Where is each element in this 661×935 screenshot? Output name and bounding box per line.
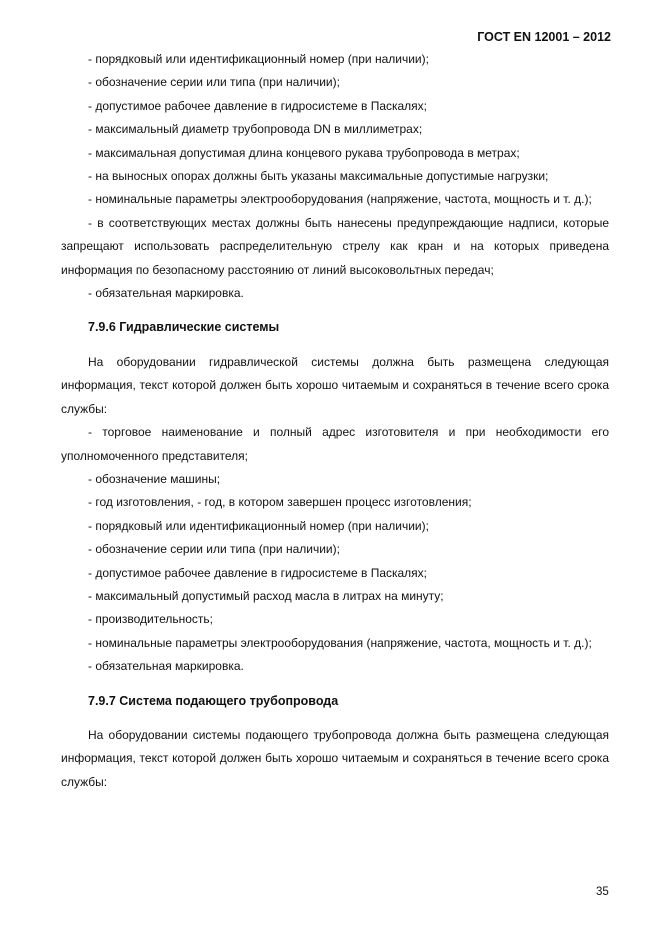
list-item: - максимальная допустимая длина концевого рукава трубопровода в метрах; <box>88 145 520 160</box>
section-heading: 7.9.6 Гидравлические системы <box>88 320 280 335</box>
list-item: - номинальные параметры электрооборудования (напряжение, частота, мощность и т. д.); <box>88 192 592 207</box>
document-code-header: ГОСТ EN 12001 – 2012 <box>477 30 611 44</box>
list-item: - обозначение машины; <box>88 471 221 486</box>
list-item: - производительность; <box>88 612 214 627</box>
page-body <box>61 48 609 794</box>
list-item: - допустимое рабочее давление в гидросистеме в Паскалях; <box>88 565 428 580</box>
list-item: - год изготовления, - год, в котором завершен процесс изготовления; <box>88 495 472 510</box>
list-item: - максимальный допустимый расход масла в литрах на минуту; <box>88 588 444 603</box>
list-item: - обозначение серии или типа (при наличии); <box>88 75 340 90</box>
section-intro: На оборудовании гидравлической системы должна быть размещена следующая информация, текст которой должен быть хорошо читаемым и сохраняться в течение всего срока службы: <box>61 354 609 416</box>
list-item: - номинальные параметры электрооборудования (напряжение, частота, мощность и т. д.); <box>88 635 592 650</box>
page-number: 35 <box>596 886 609 898</box>
list-item: - обязательная маркировка. <box>88 286 244 301</box>
list-item: - на выносных опорах должны быть указаны максимальные допустимые нагрузки; <box>88 169 549 184</box>
list-item: - обозначение серии или типа (при наличии); <box>88 542 340 557</box>
list-item: - в соответствующих местах должны быть нанесены предупреждающие надписи, которые запрещают использовать распределительную стрелу как кран и на которых приведена информация по безопасному расстоянию от линий высоковольтных передач; <box>61 215 609 277</box>
list-item: - обязательная маркировка. <box>88 659 244 674</box>
list-item: - допустимое рабочее давление в гидросистеме в Паскалях; <box>88 98 428 113</box>
list-item: - торговое наименование и полный адрес изготовителя и при необходимости его уполномоченного представителя; <box>61 425 609 463</box>
list-item: - порядковый или идентификационный номер (при наличии); <box>88 52 429 66</box>
section-intro: На оборудовании системы подающего трубопровода должна быть размещена следующая информация, текст которой должен быть хорошо читаемым и сохраняться в течение всего срока службы: <box>61 727 609 789</box>
list-item: - максимальный диаметр трубопровода DN в миллиметрах; <box>88 122 423 137</box>
section-heading: 7.9.7 Система подающего трубопровода <box>88 693 339 708</box>
list-item: - порядковый или идентификационный номер (при наличии); <box>88 518 429 533</box>
